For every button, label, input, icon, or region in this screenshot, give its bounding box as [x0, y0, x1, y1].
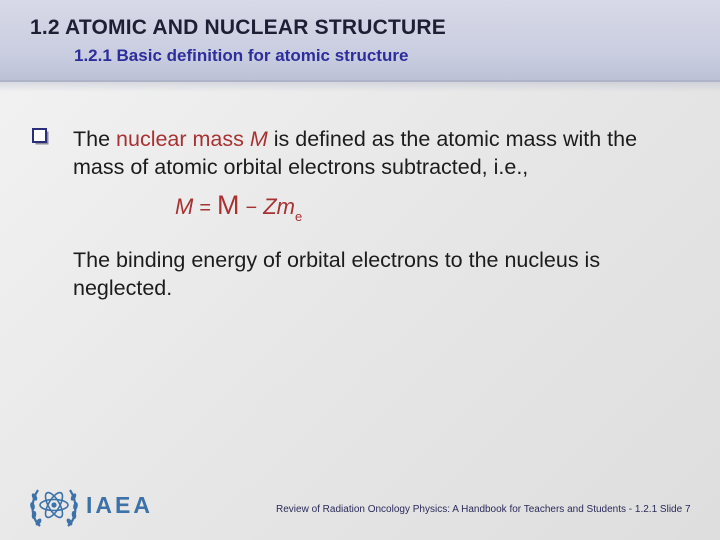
- nuclear-mass-term: nuclear mass: [116, 127, 250, 151]
- nuclear-mass-formula: [175, 190, 302, 224]
- footer-citation: Review of Radiation Oncology Physics: A Handbook for Teachers and Students - 1.2.1 Slide 7: [276, 504, 691, 515]
- checkbox-bullet-icon: [32, 128, 50, 146]
- header-shadow: [0, 82, 720, 92]
- slide-subtitle: 1.2.1 Basic definition for atomic structure: [74, 46, 409, 65]
- formula-atomic-mass: M: [217, 190, 240, 220]
- formula-zm: Zm: [263, 194, 295, 219]
- p1-post: is defined as the atomic mass with the mass of atomic orbital electrons subtracted, i.e.,: [73, 127, 638, 179]
- formula-equals: =: [199, 197, 212, 219]
- nuclear-mass-symbol: M: [249, 127, 268, 151]
- formula-subscript-e: e: [294, 209, 303, 224]
- p1-pre: The: [73, 127, 117, 151]
- formula-minus: −: [245, 197, 258, 219]
- formula-lhs: M: [175, 194, 194, 219]
- binding-energy-note: The binding energy of orbital electrons to the nucleus is neglected.: [73, 248, 601, 300]
- nuclear-mass-definition: [73, 125, 693, 181]
- iaea-logo-icon: [26, 480, 82, 532]
- slide-title: 1.2 ATOMIC AND NUCLEAR STRUCTURE: [30, 16, 446, 39]
- header-band: [0, 0, 720, 82]
- iaea-logo-text: IAEA: [86, 492, 153, 518]
